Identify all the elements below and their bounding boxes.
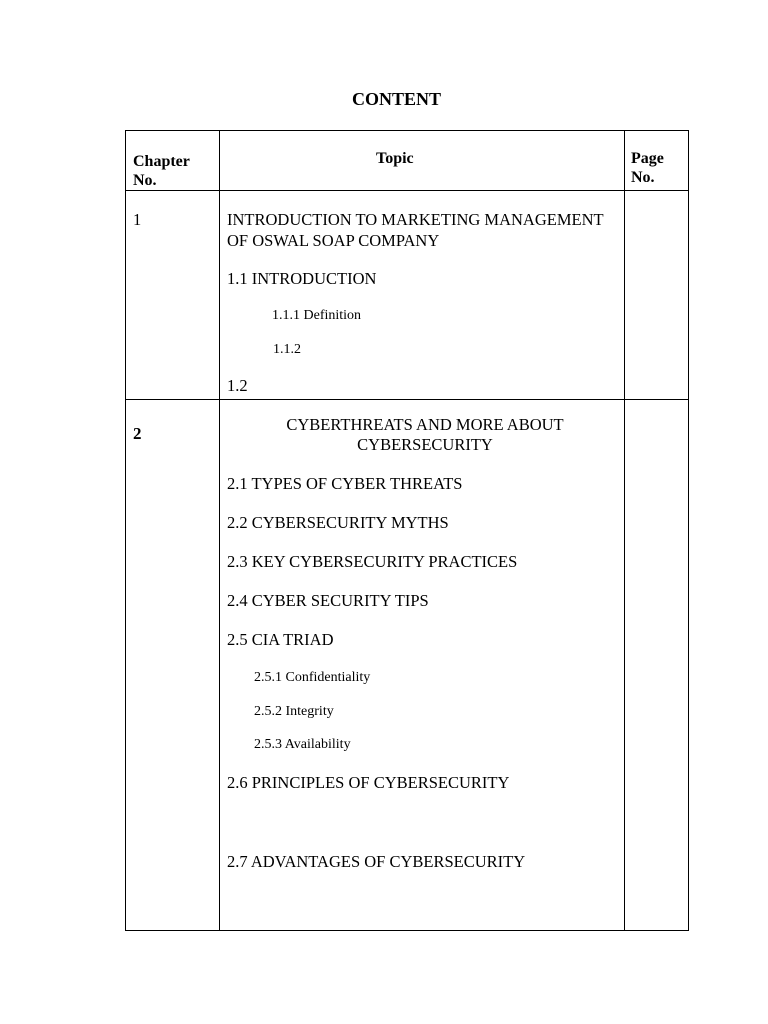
toc-entry: 2.2 CYBERSECURITY MYTHS — [227, 513, 449, 532]
chapter-heading: INTRODUCTION TO MARKETING MANAGEMENT OF OSWAL SOAP COMPANY — [227, 210, 604, 250]
header-page: Page No. — [631, 150, 664, 186]
row-divider — [125, 399, 689, 400]
toc-entry: 1.1 INTRODUCTION — [227, 269, 377, 288]
toc-entry: 2.5 CIA TRIAD — [227, 630, 334, 649]
table-border-right — [688, 130, 689, 931]
toc-subentry: 2.5.2 Integrity — [254, 704, 334, 719]
toc-subentry: 1.1.2 — [273, 342, 301, 357]
toc-entry: 2.1 TYPES OF CYBER THREATS — [227, 474, 463, 493]
toc-entry: 2.6 PRINCIPLES OF CYBERSECURITY — [227, 773, 510, 792]
toc-entry: 2.3 KEY CYBERSECURITY PRACTICES — [227, 552, 518, 571]
page-title: CONTENT — [351, 89, 441, 109]
toc-entry: 2.7 ADVANTAGES OF CYBERSECURITY — [227, 852, 526, 871]
chapter-number: 1 — [133, 210, 142, 229]
header-topic: Topic — [376, 150, 414, 167]
toc-subentry: 2.5.3 Availability — [254, 737, 351, 752]
toc-entry: 2.4 CYBER SECURITY TIPS — [227, 591, 429, 610]
header-chapter: Chapter No. — [133, 153, 190, 189]
header-divider — [125, 190, 689, 191]
table-border-top — [125, 130, 689, 131]
toc-entry: 1.2 — [227, 376, 248, 395]
column-divider-page — [624, 130, 625, 931]
chapter-number: 2 — [133, 424, 142, 443]
column-divider-chapter — [219, 130, 220, 931]
table-border-left — [125, 130, 126, 931]
chapter-heading: CYBERTHREATS AND MORE ABOUT CYBERSECURITY — [286, 415, 564, 454]
toc-subentry: 2.5.1 Confidentiality — [254, 670, 371, 685]
table-border-bottom — [125, 930, 689, 931]
toc-subentry: 1.1.1 Definition — [272, 308, 362, 323]
